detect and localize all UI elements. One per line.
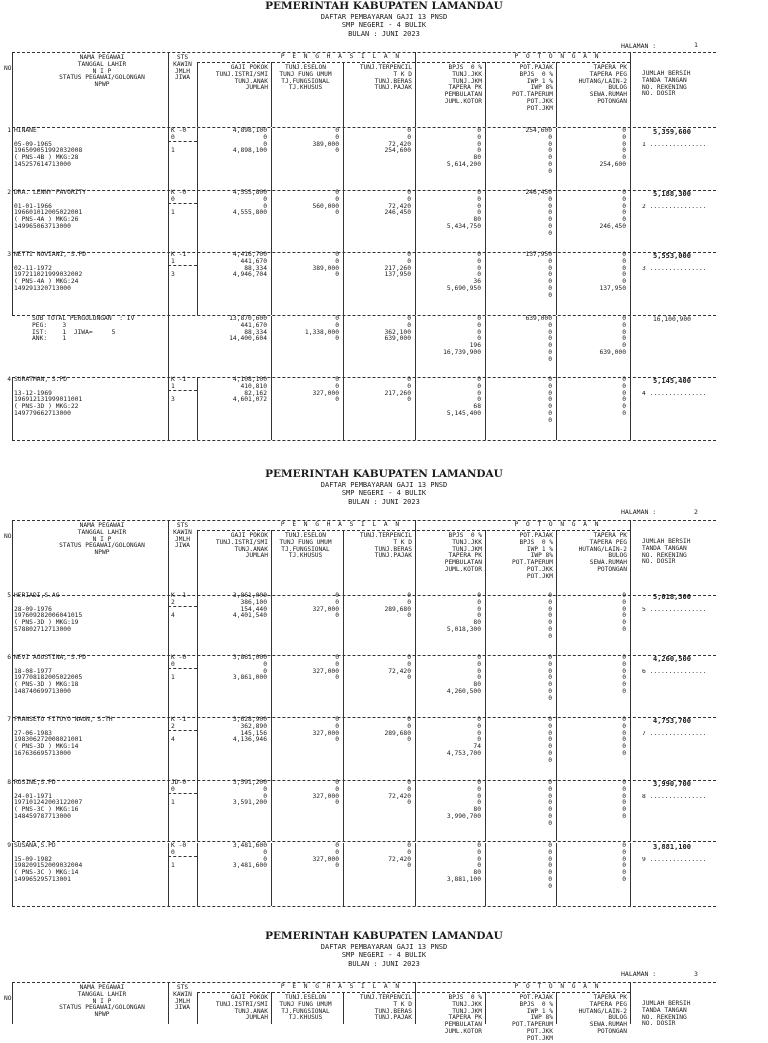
sts-underline [168, 390, 197, 391]
net-salary: 3,990,700 [653, 780, 691, 788]
group-rule [197, 62, 630, 63]
row-divider [12, 593, 13, 655]
cell-terpencil: 0 0 72,420 246,450 [384, 189, 411, 217]
page-label: HALAMAN : [621, 508, 657, 516]
cell-bpjs: 0 0 0 0 68 5,145,400 [446, 376, 481, 417]
cell-eselon: 0 0 327,000 0 [312, 592, 339, 620]
row-number: 9 [7, 842, 11, 849]
col-nama: NAMA PEGAWAI TANGGAL LAHIR N I P STATUS PEGAWAI/GOLONGAN NPWP [59, 984, 145, 1019]
net-salary: 5,359,600 [653, 128, 691, 136]
col-terpencil: TUNJ.TERPENCIL T K D TUNJ.BERAS TUNJ.PAJAK [359, 994, 412, 1022]
row-number: 6 [7, 654, 11, 661]
row-divider [168, 128, 169, 190]
row-divider [12, 128, 13, 190]
cell-eselon: 0 0 327,000 0 [312, 654, 339, 682]
row-divider [630, 377, 631, 440]
cell-pot: 137,950 0 0 0 0 0 0 [525, 251, 552, 299]
sts-underline [168, 793, 197, 794]
marital-status: K -0 0 1 [171, 127, 187, 155]
col-pot: POT.PAJAK BPJS 0 % IWP 1 % IWP 8% POT.TAPERUM POT.JKK POT.JKM [512, 994, 553, 1042]
page-number: 2 [694, 508, 698, 516]
cell-gaji: 3,861,000 386,100 154,440 4,401,540 [232, 592, 267, 620]
table-row [0, 843, 768, 905]
row-number: 4 [7, 376, 11, 383]
cell-bpjs: 0 0 0 0 80 5,018,300 [446, 592, 481, 633]
cell-eselon: 0 0 389,000 0 [312, 251, 339, 279]
subtotal-info: SUB TOTAL PERGOLONGAN : IV PEG: 3 IST: 1 JIWA= 5 ANK: 1 [32, 315, 135, 343]
header-divider [630, 520, 631, 595]
row-divider [168, 190, 169, 252]
col-gaji: GAJI POKOK TUNJ.ISTRI/SMI TUNJ.ANAK JUMLAH [215, 994, 268, 1022]
cell-gaji: 4,898,100 0 0 4,898,100 [232, 127, 267, 155]
row-divider [12, 655, 13, 717]
col-nama: NAMA PEGAWAI TANGGAL LAHIR N I P STATUS PEGAWAI/GOLONGAN NPWP [59, 54, 145, 89]
employee-info: HINANE 05-09-1965 196509051992032008 ( PNS-4B ) MKG:28 145257614713000 [14, 127, 83, 168]
table-row [0, 655, 768, 716]
col-gaji: GAJI POKOK TUNJ.ISTRI/SMI TUNJ.ANAK JUMLAH [215, 532, 268, 560]
row-divider [630, 780, 631, 841]
col-eselon: TUNJ.ESELON TUNJ FUNG UMUM TJ.FUNGSIONAL TJ.KHUSUS [279, 64, 332, 92]
cell-eselon: 0 0 560,000 0 [312, 189, 339, 217]
header-divider [12, 520, 13, 595]
report-page: PEMERINTAH KABUPATEN LAMANDAU DAFTAR PEMBAYARAN GAJI 13 PNSD SMP NEGERI - 4 BULIK BULAN : JUNI 2023 HALAMAN : 2 NO NAMA PEGAWAI TANGGAL LAHIR N I P STATUS PEGAWAI/GOLONGAN NPWP STS KAWIN JMLH JIWA P E N G H A S I L A N P O T O N G A N GAJI POKOK TUNJ.ISTRI/SMI TUNJ.ANAK JUMLAH TUNJ.ESELON TUNJ FUNG UMUM TJ.FUNGSIONAL TJ.KHUSUS TUNJ.TERPENCIL T K D TUNJ.BERAS TUNJ.PAJAK BPJS 0 % TUNJ.JKK TUNJ.JKM TAPERA PK PEMBULATAN JUML.KOTOR POT.PAJAK BPJS 0 % IWP 1 % IWP 8% POT.TAPERUM POT.JKK POT.JKM TAPERA PK TAPERA PEG HUTANG/LAIN-2 BULOG SEWA.RUMAH POTONGAN JUMLAH BERSIH TANDA TANGAN NO. REKENING NO. DOSIR 5 HERIADI,S.AG 28-09-1976 197609282006041015 ( PNS-3D ) MKG:19 578802712713000 K -1 2 4 5,018,300 5 ............... 3,861,000 386,100 154,440 4,401,540 0 0 327,000 0 0 0 289,680 0 0 0 0 0 80 5,018,300 0 0 0 0 0 0 0 0 0 0 0 0 0 6 NEVI AGUSTINA, S.PD 18-08-1977 197708182005022005 ( PNS-3D ) MKG:18 148740699713000 K -0 0 1 4,260,500 6 ............... 3,861,000 0 0 3,861,000 0 0 327,000 0 0 0 72,420 0 0 0 0 0 80 4,260,500 0 0 0 0 0 0 0 0 0 0 0 0 0 7 FRANSETO FITOYO NAUN, S.TH 27-06-1983 198306272008021001 ( PNS-3D ) MKG:14 167636695713000 K -1 2 4 4,753,700 7 ............... 3,628,900 362,890 145,156 4,136,946 0 0 327,000 0 0 0 289,680 0 0 0 0 0 74 4,753,700 0 0 0 0 0 0 0 0 0 0 0 0 0 8 ROSINE,S.PD 24-01-1971 197101242003122007 ( PNS-3C ) MKG:16 148459787713000 JD-0 0 1 3,990,700 8 ............... 3,591,200 0 0 3,591,200 0 0 327,000 0 0 0 72,420 0 0 0 0 0 80 3,990,700 0 0 0 0 0 0 0 0 0 0 0 0 0 9 SUSANA,S.PD 15-09-1982 198209152009032004 ( PNS-3C ) MKG:14 149965295713001 K -0 0 1 3,881,100 9 ............... 3,481,600 0 0 3,481,600 0 0 327,000 0 0 0 72,420 0 0 0 0 0 80 3,881,100 0 0 0 0 0 0 0 0 0 0 0 0 0 [0, 468, 768, 928]
col-terpencil: TUNJ.TERPENCIL T K D TUNJ.BERAS TUNJ.PAJAK [359, 532, 412, 560]
row-divider [168, 377, 169, 440]
col-jumlah: JUMLAH BERSIH TANDA TANGAN NO. REKENING NO. DOSIR [642, 1000, 691, 1028]
cell-gaji: 3,591,200 0 0 3,591,200 [232, 779, 267, 807]
col-bpjs: BPJS 0 % TUNJ.JKK TUNJ.JKM TAPERA PK PEMBULATAN JUML.KOTOR [444, 64, 482, 105]
cell-tapera: 0 0 0 0 0 0 [622, 592, 626, 633]
net-salary: 5,145,400 [653, 377, 691, 385]
cell-terpencil: 0 0 72,420 254,600 [384, 127, 411, 155]
employee-info: ROSINE,S.PD 24-01-1971 197101242003122007 ( PNS-3C ) MKG:16 148459787713000 [14, 779, 83, 820]
cell-pot: 0 0 0 0 0 0 0 [548, 779, 552, 827]
cell-bpjs: 0 0 0 0 196 16,739,900 [443, 315, 481, 356]
cell-terpencil: 0 0 362,100 639,000 [384, 315, 411, 343]
cell-terpencil: 0 0 289,680 0 [384, 716, 411, 744]
sts-underline [168, 265, 197, 266]
col-potongan: P O T O N G A N [514, 983, 601, 990]
row-divider [168, 593, 169, 655]
row-divider [630, 316, 631, 377]
col-penghasilan: P E N G H A S I L A N [280, 53, 402, 60]
cell-terpencil: 0 0 72,420 0 [388, 842, 411, 870]
marital-status: K -1 1 3 [171, 251, 187, 279]
header-divider [12, 982, 13, 1024]
cell-terpencil: 0 0 217,260 137,950 [384, 251, 411, 279]
cell-gaji: 4,108,100 410,810 82,162 4,601,072 [232, 376, 267, 404]
report-subtitle: DAFTAR PEMBAYARAN GAJI 13 PNSD [320, 943, 448, 951]
cell-terpencil: 0 0 72,420 0 [388, 779, 411, 807]
row-divider [630, 190, 631, 252]
cell-pot: 0 0 0 0 0 0 0 [548, 376, 552, 424]
row-rule [12, 906, 716, 907]
net-salary: 16,100,900 [653, 316, 691, 323]
cell-eselon: 0 0 389,000 0 [312, 127, 339, 155]
cell-tapera: 0 0 0 0 0 0 [622, 716, 626, 757]
signature-line: 2 ............... [642, 204, 707, 210]
row-divider [630, 843, 631, 906]
net-salary: 5,553,000 [653, 252, 691, 260]
row-divider [12, 843, 13, 906]
sts-underline [168, 856, 197, 857]
cell-tapera: 0 0 0 0 0 639,000 [599, 315, 626, 356]
cell-pot: 0 0 0 0 0 0 0 [548, 716, 552, 764]
school-name: SMP NEGERI - 4 BULIK [341, 21, 427, 29]
employee-info: SUSANA,S.PD 15-09-1982 198209152009032004 ( PNS-3C ) MKG:14 149965295713001 [14, 842, 83, 883]
cell-terpencil: 0 0 289,680 0 [384, 592, 411, 620]
signature-line: 5 ............... [642, 607, 707, 613]
row-divider [168, 252, 169, 315]
col-penghasilan: P E N G H A S I L A N [280, 521, 402, 528]
col-sts: STS KAWIN JMLH JIWA [173, 54, 192, 82]
cell-gaji: 4,555,800 0 0 4,555,800 [232, 189, 267, 217]
cell-bpjs: 0 0 0 0 80 5,614,200 [446, 127, 481, 168]
marital-status: K -0 0 1 [171, 654, 187, 682]
col-penghasilan: P E N G H A S I L A N [280, 983, 402, 990]
col-tapera: TAPERA PK TAPERA PEG HUTANG/LAIN-2 BULOG SEWA.RUMAH POTONGAN [578, 994, 627, 1035]
cell-bpjs: 0 0 0 0 80 4,260,500 [446, 654, 481, 695]
cell-terpencil: 0 0 72,420 0 [388, 654, 411, 682]
subtotal-row [0, 316, 768, 376]
cell-pot: 254,600 0 0 0 0 0 0 [525, 127, 552, 175]
report-subtitle: DAFTAR PEMBAYARAN GAJI 13 PNSD [320, 13, 448, 21]
cell-bpjs: 0 0 0 0 36 5,690,950 [446, 251, 481, 292]
marital-status: K -0 0 1 [171, 842, 187, 870]
marital-status: K -1 2 4 [171, 716, 187, 744]
row-rule [12, 841, 716, 842]
row-divider [12, 377, 13, 440]
row-number: 3 [7, 251, 11, 258]
period: BULAN : JUNI 2023 [348, 498, 420, 506]
row-divider [630, 593, 631, 655]
col-bpjs: BPJS 0 % TUNJ.JKK TUNJ.JKM TAPERA PK PEMBULATAN JUML.KOTOR [444, 994, 482, 1035]
col-sts: STS KAWIN JMLH JIWA [173, 522, 192, 550]
table-row [0, 593, 768, 654]
net-salary: 4,260,500 [653, 655, 691, 663]
col-eselon: TUNJ.ESELON TUNJ FUNG UMUM TJ.FUNGSIONAL TJ.KHUSUS [279, 994, 332, 1022]
school-name: SMP NEGERI - 4 BULIK [341, 951, 427, 959]
cell-tapera: 0 0 0 0 0 246,450 [599, 189, 626, 230]
employee-info: HERIADI,S.AG 28-09-1976 197609282006041015 ( PNS-3D ) MKG:19 578802712713000 [14, 592, 83, 633]
sts-underline [168, 730, 197, 731]
net-salary: 4,753,700 [653, 717, 691, 725]
group-rule [197, 992, 630, 993]
sts-underline [168, 606, 197, 607]
row-divider [12, 252, 13, 315]
sts-underline [168, 141, 197, 142]
cell-eselon: 0 0 327,000 0 [312, 779, 339, 807]
row-number: 2 [7, 189, 11, 196]
col-pot: POT.PAJAK BPJS 0 % IWP 1 % IWP 8% POT.TAPERUM POT.JKK POT.JKM [512, 64, 553, 112]
col-gaji: GAJI POKOK TUNJ.ISTRI/SMI TUNJ.ANAK JUMLAH [215, 64, 268, 92]
table-row [0, 128, 768, 189]
report-title: PEMERINTAH KABUPATEN LAMANDAU [265, 930, 503, 942]
row-number: 5 [7, 592, 11, 599]
row-divider [630, 655, 631, 717]
col-sts: STS KAWIN JMLH JIWA [173, 984, 192, 1012]
col-pot: POT.PAJAK BPJS 0 % IWP 1 % IWP 8% POT.TAPERUM POT.JKK POT.JKM [512, 532, 553, 580]
row-divider [630, 128, 631, 190]
header-divider [12, 52, 13, 127]
cell-eselon: 0 0 327,000 0 [312, 716, 339, 744]
report-title: PEMERINTAH KABUPATEN LAMANDAU [265, 468, 503, 480]
header-divider [630, 982, 631, 1024]
col-potongan: P O T O N G A N [514, 53, 601, 60]
cell-tapera: 0 0 0 0 0 0 [622, 654, 626, 695]
employee-info: SURATMAN, S.PD 13-12-1969 196912131999011001 ( PNS-3D ) MKG:22 149779662713000 [14, 376, 83, 417]
row-divider [168, 843, 169, 906]
period: BULAN : JUNI 2023 [348, 960, 420, 968]
col-tapera: TAPERA PK TAPERA PEG HUTANG/LAIN-2 BULOG SEWA.RUMAH POTONGAN [578, 532, 627, 573]
signature-line: 1 ............... [642, 142, 707, 148]
col-tapera: TAPERA PK TAPERA PEG HUTANG/LAIN-2 BULOG SEWA.RUMAH POTONGAN [578, 64, 627, 105]
cell-tapera: 0 0 0 0 0 0 [622, 842, 626, 883]
group-rule [197, 530, 630, 531]
signature-line: 9 ............... [642, 857, 707, 863]
col-potongan: P O T O N G A N [514, 521, 601, 528]
col-nama: NAMA PEGAWAI TANGGAL LAHIR N I P STATUS PEGAWAI/GOLONGAN NPWP [59, 522, 145, 557]
row-divider [12, 190, 13, 252]
row-divider [12, 780, 13, 841]
employee-info: FRANSETO FITOYO NAUN, S.TH 27-06-1983 198306272008021001 ( PNS-3D ) MKG:14 167636695713000 [14, 716, 113, 757]
report-title: PEMERINTAH KABUPATEN LAMANDAU [265, 0, 503, 12]
table-row [0, 377, 768, 439]
cell-bpjs: 0 0 0 0 74 4,753,700 [446, 716, 481, 757]
report-subtitle: DAFTAR PEMBAYARAN GAJI 13 PNSD [320, 481, 448, 489]
row-divider [168, 780, 169, 841]
report-page: PEMERINTAH KABUPATEN LAMANDAU DAFTAR PEMBAYARAN GAJI 13 PNSD SMP NEGERI - 4 BULIK BULAN : JUNI 2023 HALAMAN : 3 NO NAMA PEGAWAI TANGGAL LAHIR N I P STATUS PEGAWAI/GOLONGAN NPWP STS KAWIN JMLH JIWA P E N G H A S I L A N P O T O N G A N GAJI POKOK TUNJ.ISTRI/SMI TUNJ.ANAK JUMLAH TUNJ.ESELON TUNJ FUNG UMUM TJ.FUNGSIONAL TJ.KHUSUS TUNJ.TERPENCIL T K D TUNJ.BERAS TUNJ.PAJAK BPJS 0 % TUNJ.JKK TUNJ.JKM TAPERA PK PEMBULATAN JUML.KOTOR POT.PAJAK BPJS 0 % IWP 1 % IWP 8% POT.TAPERUM POT.JKK POT.JKM TAPERA PK TAPERA PEG HUTANG/LAIN-2 BULOG SEWA.RUMAH POTONGAN JUMLAH BERSIH TANDA TANGAN NO. REKENING NO. DOSIR [0, 930, 768, 1024]
sts-underline [168, 203, 197, 204]
period: BULAN : JUNI 2023 [348, 30, 420, 38]
cell-tapera: 0 0 0 0 0 254,600 [599, 127, 626, 168]
cell-tapera: 0 0 0 0 0 137,950 [599, 251, 626, 292]
cell-tapera: 0 0 0 0 0 0 [622, 376, 626, 417]
row-divider [630, 717, 631, 780]
page-label: HALAMAN : [621, 970, 657, 978]
cell-pot: 639,000 0 0 0 0 0 0 [525, 315, 552, 363]
cell-gaji: 3,481,600 0 0 3,481,600 [232, 842, 267, 870]
cell-gaji: 3,861,000 0 0 3,861,000 [232, 654, 267, 682]
employee-info: DRA. LENNY FAVORITY 01-01-1966 196601012005022001 ( PNS-4A ) MKG:26 149965063713000 [14, 189, 87, 230]
row-divider [168, 717, 169, 780]
employee-info: NETTI NOVIANI, S.PD 02-11-1972 197211021999032002 ( PNS-4A ) MKG:24 149291320713000 [14, 251, 87, 292]
sts-underline [168, 668, 197, 669]
signature-line: 7 ............... [642, 731, 707, 737]
signature-line: 6 ............... [642, 669, 707, 675]
marital-status: K -0 0 1 [171, 189, 187, 217]
cell-pot: 246,450 0 0 0 0 0 0 [525, 189, 552, 237]
row-rule [12, 440, 716, 441]
cell-gaji: 3,628,900 362,890 145,156 4,136,946 [232, 716, 267, 744]
row-number: 1 [7, 127, 11, 134]
cell-pot: 0 0 0 0 0 0 0 [548, 592, 552, 640]
table-row [0, 717, 768, 779]
signature-line: 3 ............... [642, 266, 707, 272]
col-eselon: TUNJ.ESELON TUNJ FUNG UMUM TJ.FUNGSIONAL TJ.KHUSUS [279, 532, 332, 560]
cell-bpjs: 0 0 0 0 80 3,990,700 [446, 779, 481, 820]
cell-bpjs: 0 0 0 0 80 5,434,750 [446, 189, 481, 230]
cell-pot: 0 0 0 0 0 0 0 [548, 842, 552, 890]
cell-gaji: 13,870,600 441,670 88,334 14,400,604 [229, 315, 267, 343]
cell-terpencil: 0 0 217,260 0 [384, 376, 411, 404]
row-divider [630, 252, 631, 315]
school-name: SMP NEGERI - 4 BULIK [341, 489, 427, 497]
row-divider [168, 655, 169, 717]
cell-eselon: 0 0 1,338,000 0 [304, 315, 339, 343]
signature-line: 4 ............... [642, 391, 707, 397]
page-number: 1 [694, 41, 698, 49]
page-label: HALAMAN : [621, 42, 657, 50]
col-jumlah: JUMLAH BERSIH TANDA TANGAN NO. REKENING NO. DOSIR [642, 538, 691, 566]
col-bpjs: BPJS 0 % TUNJ.JKK TUNJ.JKM TAPERA PK PEMBULATAN JUML.KOTOR [444, 532, 482, 573]
table-row [0, 190, 768, 251]
net-salary: 3,881,100 [653, 843, 691, 851]
employee-info: NEVI AGUSTINA, S.PD 18-08-1977 197708182005022005 ( PNS-3D ) MKG:18 148740699713000 [14, 654, 87, 695]
marital-status: K -1 2 4 [171, 592, 187, 620]
cell-eselon: 0 0 327,000 0 [312, 376, 339, 404]
cell-tapera: 0 0 0 0 0 0 [622, 779, 626, 820]
net-salary: 5,018,300 [653, 593, 691, 601]
report-page: PEMERINTAH KABUPATEN LAMANDAU DAFTAR PEMBAYARAN GAJI 13 PNSD SMP NEGERI - 4 BULIK BULAN : JUNI 2023 HALAMAN : 1 NO NAMA PEGAWAI TANGGAL LAHIR N I P STATUS PEGAWAI/GOLONGAN NPWP STS KAWIN JMLH JIWA P E N G H A S I L A N P O T O N G A N GAJI POKOK TUNJ.ISTRI/SMI TUNJ.ANAK JUMLAH TUNJ.ESELON TUNJ FUNG UMUM TJ.FUNGSIONAL TJ.KHUSUS TUNJ.TERPENCIL T K D TUNJ.BERAS TUNJ.PAJAK BPJS 0 % TUNJ.JKK TUNJ.JKM TAPERA PK PEMBULATAN JUML.KOTOR POT.PAJAK BPJS 0 % IWP 1 % IWP 8% POT.TAPERUM POT.JKK POT.JKM TAPERA PK TAPERA PEG HUTANG/LAIN-2 BULOG SEWA.RUMAH POTONGAN JUMLAH BERSIH TANDA TANGAN NO. REKENING NO. DOSIR 1 HINANE 05-09-1965 196509051992032008 ( PNS-4B ) MKG:28 145257614713000 K -0 0 1 5,359,600 1 ............... 4,898,100 0 0 4,898,100 0 0 389,000 0 0 0 72,420 254,600 0 0 0 0 80 5,614,200 254,600 0 0 0 0 0 0 0 0 0 0 0 254,600 2 DRA. LENNY FAVORITY 01-01-1966 196601012005022001 ( PNS-4A ) MKG:26 149965063713000 K -0 0 1 5,188,300 2 ............... 4,555,800 0 0 4,555,800 0 0 560,000 0 0 0 72,420 246,450 0 0 0 0 80 5,434,750 246,450 0 0 0 0 0 0 0 0 0 0 0 246,450 3 NETTI NOVIANI, S.PD 02-11-1972 197211021999032002 ( PNS-4A ) MKG:24 149291320713000 K -1 1 3 5,553,000 3 ............... 4,416,700 441,670 88,334 4,946,704 0 0 389,000 0 0 0 217,260 137,950 0 0 0 0 36 5,690,950 137,950 0 0 0 0 0 0 0 0 0 0 0 137,950 SUB TOTAL PERGOLONGAN : IV PEG: 3 IST: 1 JIWA= 5 ANK: 1 16,100,900 13,870,600 441,670 88,334 14,400,604 0 0 1,338,000 0 0 0 362,100 639,000 0 0 0 0 196 16,739,900 639,000 0 0 0 0 0 0 0 0 0 0 0 639,000 4 SURATMAN, S.PD 13-12-1969 196912131999011001 ( PNS-3D ) MKG:22 149779662713000 K -1 1 3 5,145,400 4 ............... 4,108,100 410,810 82,162 4,601,072 0 0 327,000 0 0 0 217,260 0 0 0 0 0 68 5,145,400 0 0 0 0 0 0 0 0 0 0 0 0 0 [0, 0, 768, 460]
cell-pot: 0 0 0 0 0 0 0 [548, 654, 552, 702]
table-row [0, 780, 768, 840]
marital-status: JD-0 0 1 [171, 779, 187, 807]
signature-line: 8 ............... [642, 794, 707, 800]
cell-bpjs: 0 0 0 0 80 3,881,100 [446, 842, 481, 883]
cell-eselon: 0 0 327,000 0 [312, 842, 339, 870]
cell-gaji: 4,416,700 441,670 88,334 4,946,704 [232, 251, 267, 279]
col-jumlah: JUMLAH BERSIH TANDA TANGAN NO. REKENING NO. DOSIR [642, 70, 691, 98]
marital-status: K -1 1 3 [171, 376, 187, 404]
row-divider [12, 717, 13, 780]
row-number: 7 [7, 716, 11, 723]
net-salary: 5,188,300 [653, 190, 691, 198]
table-row [0, 252, 768, 314]
page-number: 3 [694, 970, 698, 978]
header-divider [630, 52, 631, 127]
col-terpencil: TUNJ.TERPENCIL T K D TUNJ.BERAS TUNJ.PAJAK [359, 64, 412, 92]
row-number: 8 [7, 779, 11, 786]
